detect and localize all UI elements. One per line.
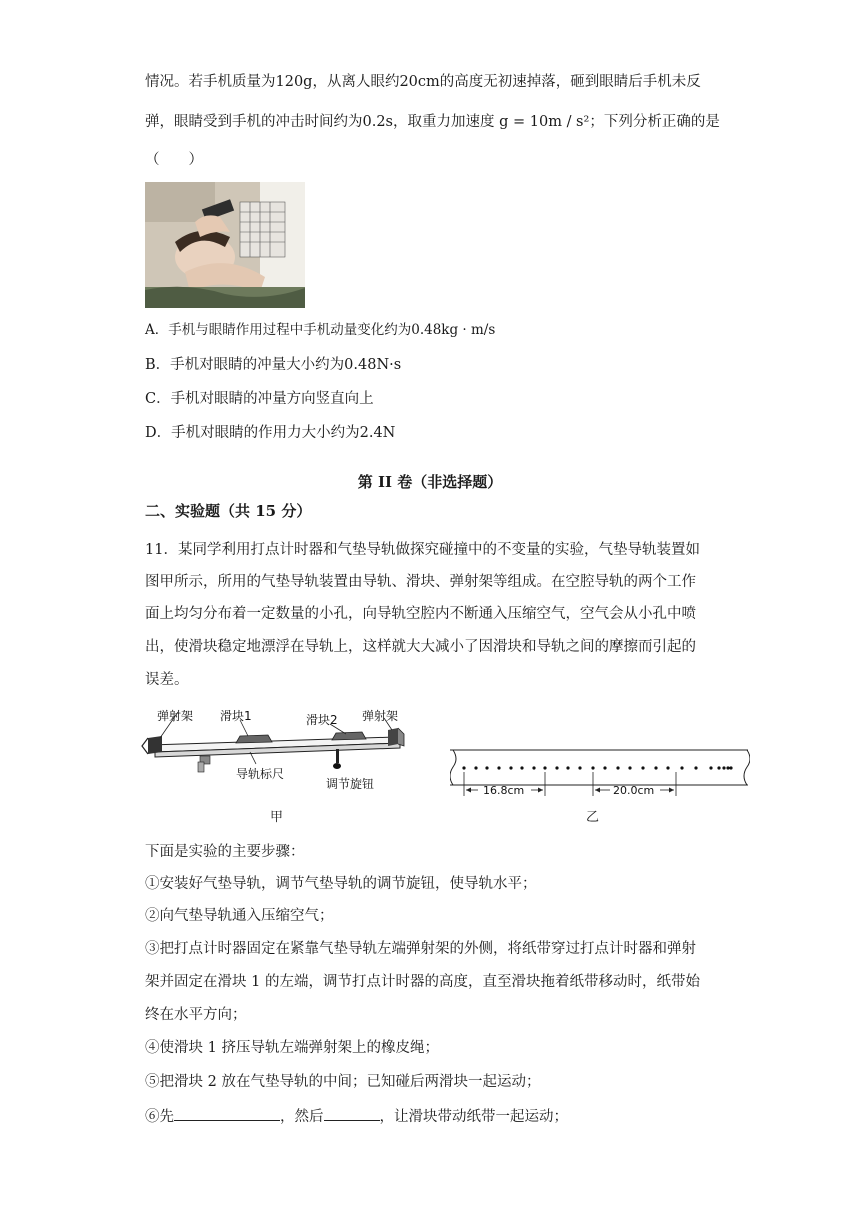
step-3-line-2: 架并固定在滑块 1 的左端，调节打点计时器的高度，直至滑块拖着纸带移动时，纸带始 [145, 974, 700, 990]
caption-yi: 乙 [586, 810, 600, 825]
question-text-line-1: 情况。若手机质量为120g，从离人眼约20cm的高度无初速掉落，砸到眼睛后手机未反 [145, 74, 701, 90]
option-d: D．手机对眼睛的作用力大小约为2.4N [145, 425, 396, 441]
tape-dots [462, 766, 732, 769]
label-launcher-right: 弹射架 [362, 709, 399, 723]
knob-shape [333, 763, 341, 769]
right-launcher-shape [388, 728, 398, 746]
question-text-line-2: 弹，眼睛受到手机的冲击时间约为0.2s，取重力加速度 g = 10m / s²；下列分析正确的是 [145, 114, 720, 130]
slider-2-shape [332, 732, 366, 740]
option-a: A．手机与眼睛作用过程中手机动量变化约为0.48kg · m/s [145, 322, 496, 338]
step-6-suffix: ，让滑块带动纸带一起运动； [379, 1109, 568, 1125]
label-launcher-left: 弹射架 [157, 709, 194, 723]
q11-line-5: 误差。 [145, 672, 189, 688]
q11-line-4: 出，使滑块稳定地漂浮在导轨上，这样就大大减小了因滑块和导轨之间的摩擦而引起的 [145, 639, 696, 655]
tape-distance-2: 20.0cm [613, 784, 655, 797]
step-6-middle: ，然后 [280, 1109, 324, 1125]
section-title: 第 II 卷（非选择题） [357, 473, 503, 491]
tape-distance-1: 16.8cm [483, 784, 525, 797]
label-slider-2: 滑块2 [306, 713, 338, 727]
option-b: B．手机对眼睛的冲量大小约为0.48N·s [145, 357, 402, 373]
step-4: ④使滑块 1 挤压导轨左端弹射架上的橡皮绳； [145, 1040, 439, 1056]
answer-bracket: （ ） [145, 152, 203, 168]
left-launcher-shape [148, 736, 162, 754]
step-6 [145, 1104, 568, 1127]
step-5: ⑤把滑块 2 放在气垫导轨的中间；已知碰后两滑块一起运动； [145, 1074, 541, 1090]
step-3-line-1: ③把打点计时器固定在紧靠气垫导轨左端弹射架的外侧，将纸带穿过打点计时器和弹射 [145, 941, 696, 957]
q11-line-1: 11．某同学利用打点计时器和气垫导轨做探究碰撞中的不变量的实验，气垫导轨装置如 [145, 542, 700, 558]
q11-line-2: 图甲所示，所用的气垫导轨装置由导轨、滑块、弹射架等组成。在空腔导轨的两个工作 [145, 574, 696, 590]
step-3-line-3: 终在水平方向； [145, 1007, 247, 1023]
label-scale: 导轨标尺 [236, 767, 285, 781]
label-knob: 调节旋钮 [326, 777, 375, 791]
step-2: ②向气垫导轨通入压缩空气； [145, 908, 334, 924]
slider-1-shape [236, 735, 272, 743]
step-1: ①安装好气垫导轨，调节气垫导轨的调节旋钮，使导轨水平； [145, 876, 537, 892]
answer-blank-2[interactable] [324, 1104, 380, 1121]
part-title: 二、实验题（共 15 分） [145, 502, 312, 520]
caption-jia: 甲 [270, 810, 284, 825]
label-slider-1: 滑块1 [220, 709, 252, 723]
air-track-diagram [140, 700, 415, 800]
step-6-prefix: ⑥先 [145, 1109, 174, 1125]
steps-intro: 下面是实验的主要步骤： [145, 844, 305, 860]
q11-line-3: 面上均匀分布着一定数量的小孔，向导轨空腔内不断通入压缩空气，空气会从小孔中喷 [145, 606, 696, 622]
option-c: C．手机对眼睛的冲量方向竖直向上 [145, 391, 374, 407]
answer-blank-1[interactable] [174, 1104, 280, 1121]
paper-tape-diagram [450, 740, 750, 800]
phone-on-face-photo [145, 182, 305, 308]
